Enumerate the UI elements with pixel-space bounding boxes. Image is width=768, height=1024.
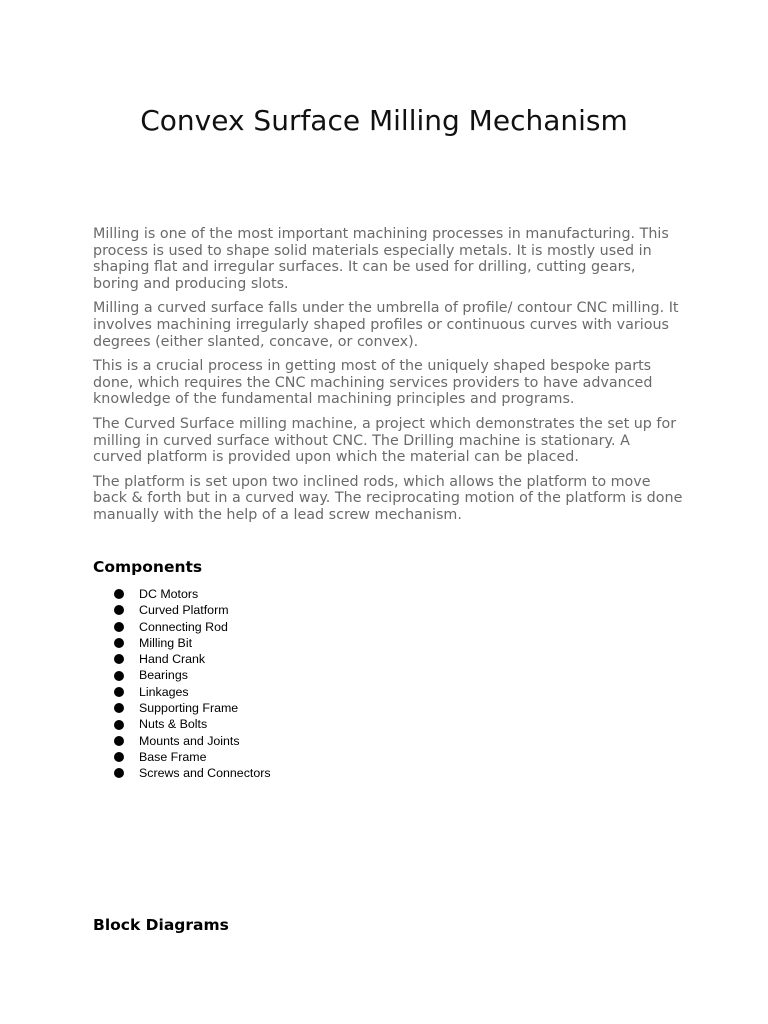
list-item-label: Hand Crank xyxy=(139,652,206,667)
list-item-label: Supporting Frame xyxy=(139,701,239,716)
list-item xyxy=(114,684,271,700)
list-item xyxy=(114,586,271,602)
bullet-icon xyxy=(114,589,124,599)
block-diagrams-heading: Block Diagrams xyxy=(93,916,229,934)
list-item-label: Base Frame xyxy=(139,749,207,764)
list-item xyxy=(114,716,271,732)
list-item xyxy=(114,700,271,716)
list-item-label: DC Motors xyxy=(139,587,199,601)
list-item-label: Mounts and Joints xyxy=(139,733,240,748)
list-item xyxy=(114,651,271,667)
bullet-icon xyxy=(114,768,124,778)
bullet-icon xyxy=(114,703,124,713)
document-title: Convex Surface Milling Mechanism xyxy=(140,104,628,137)
paragraph-crucial-process: This is a crucial process in getting most of the uniquely shaped bespoke parts done, which requires the CNC machining services providers to have advanced knowledge of the fundamental machining principles and programs. xyxy=(93,358,653,408)
bullet-icon xyxy=(114,736,124,746)
list-item xyxy=(114,765,271,781)
list-item-label: Screws and Connectors xyxy=(139,766,271,781)
bullet-icon xyxy=(114,752,124,762)
paragraph-intro: Milling is one of the most important machining processes in manufacturing. This process is used to shape solid materials especially metals. It is mostly used in shaping flat and irregular surfaces. It can be used for drilling, cutting gears, boring and producing slots. xyxy=(93,226,669,292)
list-item xyxy=(114,619,271,635)
list-item-label: Connecting Rod xyxy=(139,619,228,634)
components-heading: Components xyxy=(93,558,203,576)
paragraph-platform: The platform is set upon two inclined rods, which allows the platform to move back & forth but in a curved way. The reciprocating motion of the platform is done manually with the help of a lead screw mechanism. xyxy=(93,473,683,523)
bullet-icon xyxy=(114,687,124,697)
paragraph-curved-surface: Milling a curved surface falls under the umbrella of profile/ contour CNC milling. It involves machining irregularly shaped profiles or continuous curves with various degrees (either slanted, concave, or convex). xyxy=(93,300,679,350)
list-item xyxy=(114,635,271,651)
list-item-label: Nuts & Bolts xyxy=(139,717,208,732)
intro-section xyxy=(93,226,683,532)
bullet-icon xyxy=(114,720,124,730)
list-item xyxy=(114,602,271,618)
list-item-label: Bearings xyxy=(139,668,188,683)
bullet-icon xyxy=(114,671,124,681)
bullet-icon xyxy=(114,654,124,664)
bullet-icon xyxy=(114,605,124,615)
components-list xyxy=(114,586,271,782)
bullet-icon xyxy=(114,638,124,648)
list-item-label: Linkages xyxy=(139,684,189,699)
list-item-label: Milling Bit xyxy=(139,635,193,650)
list-item xyxy=(114,733,271,749)
paragraph-machine-description: The Curved Surface milling machine, a project which demonstrates the set up for milling in curved surface without CNC. The Drilling machine is stationary. A curved platform is provided upon which the material can be placed. xyxy=(93,415,677,466)
list-item-label: Curved Platform xyxy=(139,603,229,618)
bullet-icon xyxy=(114,622,124,632)
list-item xyxy=(114,667,271,683)
list-item xyxy=(114,749,271,765)
